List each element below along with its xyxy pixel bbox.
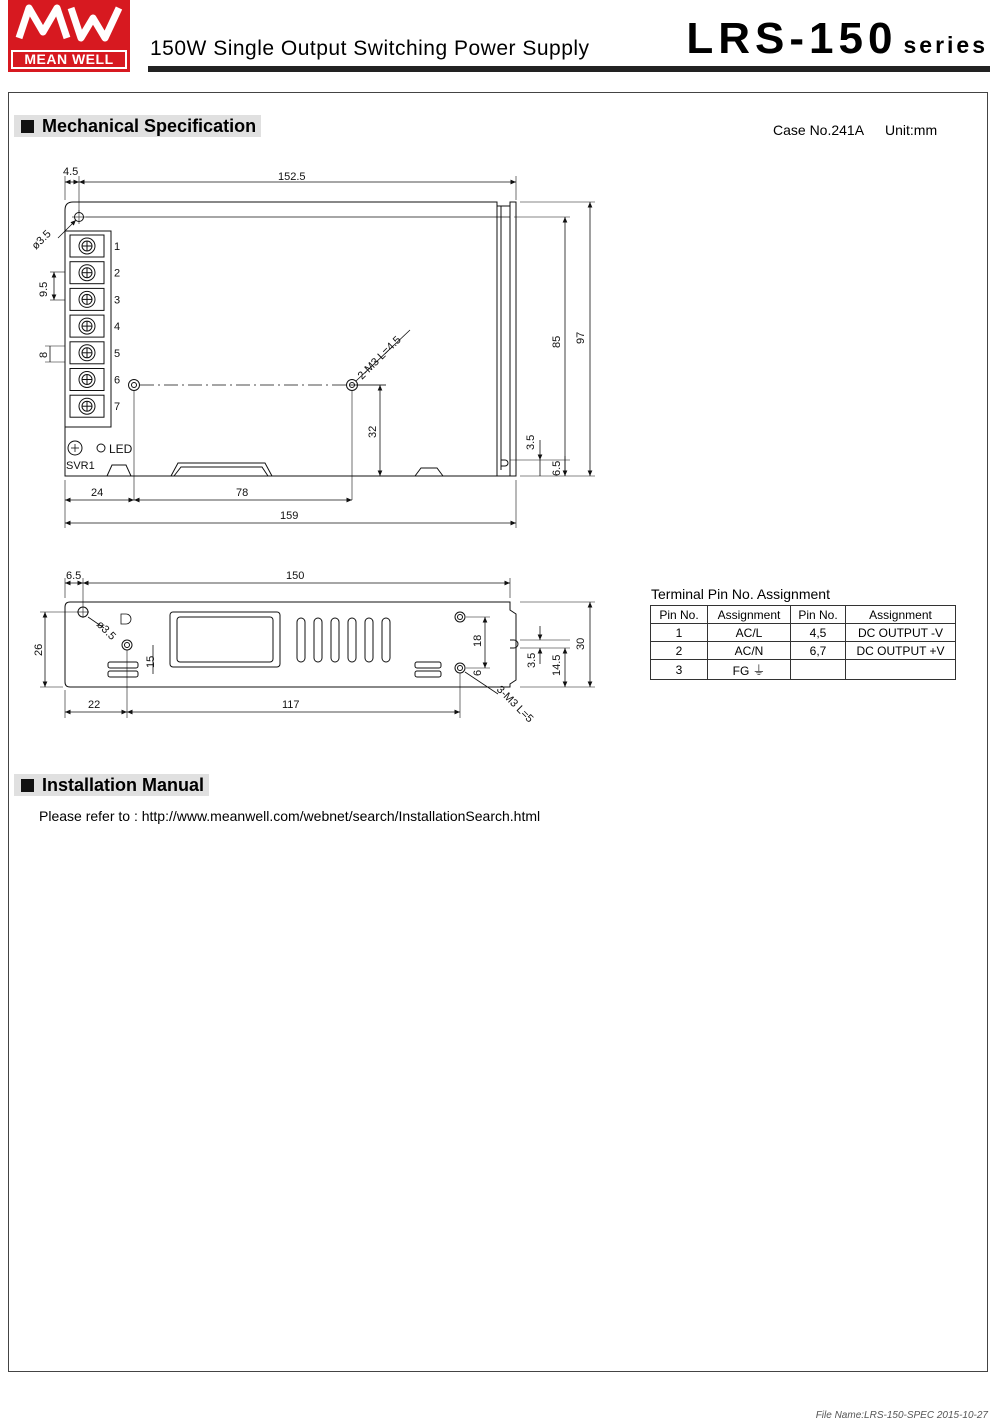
dim-label: 9.5 xyxy=(38,281,50,297)
dim-label: 30 xyxy=(575,637,587,650)
vent-slot xyxy=(314,618,322,662)
vent-slot xyxy=(331,618,339,662)
column-header: Pin No. xyxy=(651,606,708,624)
table-cell: 3 xyxy=(651,660,708,680)
table-row xyxy=(651,660,956,680)
unit-label: Unit:mm xyxy=(885,122,938,138)
dim-label: 3-M3 L=5 xyxy=(493,683,536,726)
installation-reference-text: Please refer to : http://www.meanwell.com/webnet/search/InstallationSearch.html xyxy=(39,808,541,824)
ground-icon: ⏚ xyxy=(752,663,766,678)
mechanical-section-title: Mechanical Specification xyxy=(14,115,261,137)
svr-label: SVR1 xyxy=(66,460,95,472)
dim-label: 26 xyxy=(33,643,45,656)
terminal-number: 1 xyxy=(114,241,121,253)
file-info-footer: File Name:LRS-150-SPEC 2015-10-27 xyxy=(815,1410,988,1421)
series-suffix: series xyxy=(903,32,988,58)
dim-label: 3.5 xyxy=(525,434,537,450)
vent-slot xyxy=(382,618,390,662)
case-number: Case No.241A xyxy=(773,122,865,138)
dim-label: 117 xyxy=(282,699,300,711)
terminal-number: 6 xyxy=(114,374,121,387)
table-cell: AC/N xyxy=(708,642,791,660)
table-cell xyxy=(708,660,791,680)
terminal-block xyxy=(70,235,120,417)
table-row xyxy=(651,642,956,660)
terminal-table-caption: Terminal Pin No. Assignment xyxy=(651,586,830,602)
column-header: Assignment xyxy=(708,606,791,624)
dim-label: 152.5 xyxy=(278,171,306,183)
document-title: 150W Single Output Switching Power Supply xyxy=(150,37,590,60)
dim-label: 15 xyxy=(145,655,157,668)
dim-label: 3.5 xyxy=(526,652,538,668)
dim-label: ø3.5 xyxy=(29,228,54,253)
table-cell: 4,5 xyxy=(791,624,846,642)
table-cell: AC/L xyxy=(708,624,791,642)
dim-label: 18 xyxy=(472,634,484,647)
model-name: LRS-150 xyxy=(686,14,898,63)
dim-label: 22 xyxy=(88,699,101,711)
vent-slot xyxy=(297,618,305,662)
column-header: Assignment xyxy=(846,606,956,624)
dim-label: 150 xyxy=(286,570,305,582)
dim-label: 78 xyxy=(236,487,249,499)
dim-label: 97 xyxy=(575,331,587,344)
dim-label: 6.5 xyxy=(551,460,563,476)
terminal-number: 7 xyxy=(114,401,121,414)
led-label: LED xyxy=(109,442,133,456)
terminal-number: 2 xyxy=(114,267,121,280)
vent-slot xyxy=(348,618,356,662)
dim-label: 6.5 xyxy=(66,570,82,582)
table-cell xyxy=(791,660,846,680)
table-cell xyxy=(846,660,956,680)
table-row xyxy=(651,624,956,642)
square-bullet-icon xyxy=(21,779,34,792)
dim-label: 32 xyxy=(367,425,379,438)
vent-slot xyxy=(365,618,373,662)
table-cell: 2 xyxy=(651,642,708,660)
terminal-number: 3 xyxy=(114,294,121,307)
dim-label: 2-M3 L=4.5 xyxy=(355,334,404,383)
dim-label: 24 xyxy=(91,487,104,499)
table-cell: DC OUTPUT -V xyxy=(846,624,956,642)
terminal-pin-table xyxy=(650,605,956,680)
table-header-row xyxy=(651,606,956,624)
dim-label: 6 xyxy=(472,669,484,676)
dim-label: 8 xyxy=(38,351,50,358)
table-cell: DC OUTPUT +V xyxy=(846,642,956,660)
terminal-number: 5 xyxy=(114,347,121,360)
table-cell: 6,7 xyxy=(791,642,846,660)
top-view xyxy=(45,176,595,528)
table-cell: 1 xyxy=(651,624,708,642)
dim-label: 14.5 xyxy=(551,654,563,676)
dim-label: ø3.5 xyxy=(93,618,118,643)
dim-label: 159 xyxy=(280,510,299,522)
dim-label: 4.5 xyxy=(63,166,79,178)
dim-label: 85 xyxy=(551,335,563,348)
column-header: Pin No. xyxy=(791,606,846,624)
fg-label: FG xyxy=(732,664,750,678)
terminal-number: 4 xyxy=(114,321,121,334)
logo-text: MEAN WELL xyxy=(11,50,127,69)
installation-section-title: Installation Manual xyxy=(14,774,209,796)
